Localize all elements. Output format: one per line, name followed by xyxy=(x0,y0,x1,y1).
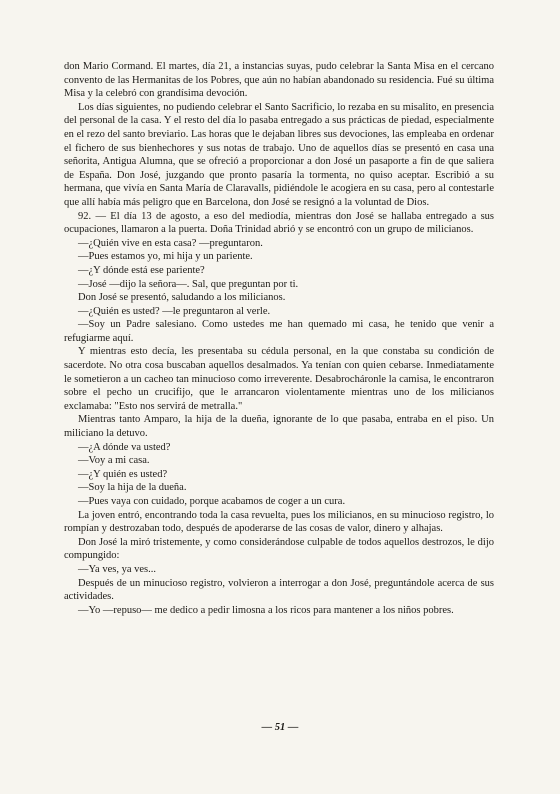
paragraph: Después de un minucioso registro, volvieron a interrogar a don José, preguntándole acerca de sus actividades. xyxy=(64,577,494,603)
paragraph: don Mario Cormand. El martes, día 21, a instancias suyas, pudo celebrar la Santa Misa en el cercano convento de las Hermanitas de los Pobres, que aún no habían abandonado su residencia. Fué su última Misa y la celebró con grandísima devoción. xyxy=(64,61,494,100)
dialogue-line: —Pues vaya con cuidado, porque acabamos de coger a un cura. xyxy=(78,496,346,507)
dialogue-line: —Pues estamos yo, mi hija y un pariente. xyxy=(78,251,253,263)
page-number: — 51 — xyxy=(261,722,299,733)
dialogue-line: —¿A dónde va usted? xyxy=(78,441,171,453)
dialogue-line: —¿Quién vive en esta casa? —preguntaron. xyxy=(78,237,263,249)
dialogue-line: —¿Quién es usted? —le preguntaron al verle. xyxy=(78,305,271,317)
dialogue-line: —Ya ves, ya ves... xyxy=(78,563,156,575)
dialogue-line: Don José se presentó, saludando a los milicianos. xyxy=(78,292,286,304)
body-text xyxy=(64,60,494,617)
paragraph: 92. — El día 13 de agosto, a eso del mediodía, mientras don José se hallaba entregado a sus ocupaciones, llamaron a la puerta. Doña Trinidad abrió y se encontró con un grupo de milicianos. xyxy=(64,210,494,236)
dialogue-line: —Soy un Padre salesiano. Como ustedes me han quemado mi casa, he tenido que venir a refugiarme aquí. xyxy=(64,319,494,344)
paragraph: Don José la miró tristemente, y como considerándose culpable de todos aquellos destrozos, le dijo compungido: xyxy=(64,536,494,562)
paragraph: La joven entró, encontrando toda la casa revuelta, pues los milicianos, en su minucioso registro, lo rompían y destrozaban todo, después de apoderarse de las cosas de valor, dinero y alhajas. xyxy=(64,509,494,535)
dialogue-line: —¿Y dónde está ese pariente? xyxy=(78,264,205,276)
dialogue-line: —Voy a mi casa. xyxy=(78,455,150,467)
paragraph: Y mientras esto decía, les presentaba su cédula personal, en la que constaba su condición de sacerdote. No otra cosa buscaban aquellos desalmados. Ya tenían con quien cebarse. Inmediatamente le sometieron a un cacheo tan minucioso como irreverente. Desabrocháronle la camisa, le encontraron sobre el pecho un crucifijo, que le arrancaron violentamente mientras uno de los milicianos exclamaba: "Esto nos servirá de metralla." xyxy=(64,346,494,412)
dialogue-line: —José —dijo la señora—. Sal, que preguntan por ti. xyxy=(78,278,299,290)
paragraph: Los días siguientes, no pudiendo celebrar el Santo Sacrificio, lo rezaba en su misalito, en presencia del personal de la casa. Y el resto del día lo pasaba entregado a sus prácticas de piedad, especialmente en el rezo del santo breviario. Las horas que le dejaban libres sus devociones, las empleaba en ordenar el fichero de sus bienhechores y sus notas de trabajo. Uno de aquellos días se presentó en casa una señorita, Antigua Alumna, que se ofreció a proporcionar a don José un pasaporte a fin de que saliera de España. Don José, juzgando que pronto pasaría la tormenta, no quiso aceptar. Escribió a su hermana, que vivía en Santa María de Claravalls, pidiéndole le acogiera en su casa, pero al contestarle que allí había más peligro que en Barcelona, don José se resignó a la voluntad de Dios. xyxy=(64,101,494,208)
paragraph: —Yo —repuso— me dedico a pedir limosna a los ricos para mantener a los niños pobres. xyxy=(78,604,454,616)
paragraph: Mientras tanto Amparo, la hija de la dueña, ignorante de lo que pasaba, entraba en el piso. Un miliciano la detuvo. xyxy=(64,414,494,440)
dialogue-line: —Soy la hija de la dueña. xyxy=(78,482,187,494)
dialogue-line: —¿Y quién es usted? xyxy=(78,468,168,480)
